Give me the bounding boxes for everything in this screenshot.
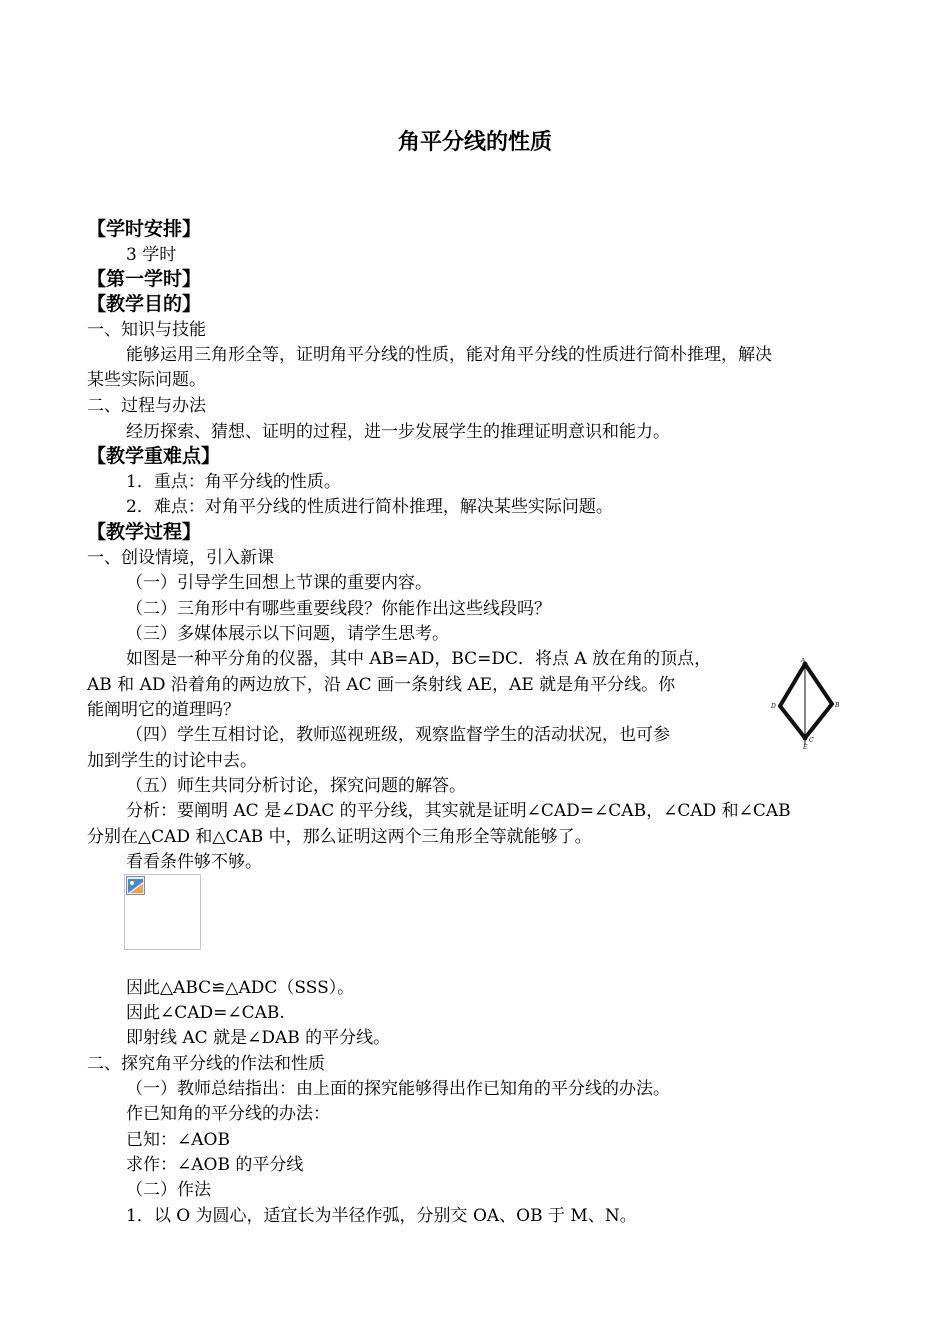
broken-image-placeholder [124,874,201,950]
heading-schedule: 【学时安排】 [87,218,202,240]
heading-goals: 【教学目的】 [87,293,202,315]
section-knowledge: 一、知识与技能 [87,320,206,340]
step-3: （三）多媒体展示以下问题，请学生思考。 [126,624,449,644]
conclusion-3: 即射线 AC 就是∠DAB 的平分线。 [126,1028,391,1048]
section-process: 二、过程与办法 [87,396,206,416]
construction-step-1: 1．以 O 为圆心，适宜长为半径作弧，分别交 OA、OB 于 M、N。 [126,1206,637,1226]
broken-image-icon [126,876,145,895]
section-intro: 一、创设情境，引入新课 [87,548,274,568]
analysis-line-1: 分析：要阐明 AC 是∠DAC 的平分线，其实就是证明∠CAD=∠CAB，∠CAD 和∠CAB [126,801,791,821]
question-line-1: 如图是一种平分角的仪器，其中 AB=AD，BC=DC．将点 A 放在角的顶点， [126,649,712,669]
figure-label-e: E [803,744,808,750]
paragraph-knowledge-2: 某些实际问题。 [87,370,206,390]
heading-first-period: 【第一学时】 [87,268,202,290]
figure-label-b: B [835,702,840,709]
section-explore: 二、探究角平分线的作法和性质 [87,1054,325,1074]
question-line-2: AB 和 AD 沿着角的两边放下，沿 AC 画一条射线 AE，AE 就是角平分线。你 [87,675,676,695]
required-text: 求作：∠AOB 的平分线 [126,1155,304,1175]
step-1: （一）引导学生回想上节课的重要内容。 [126,573,432,593]
figure-label-c: C [809,737,814,744]
conclusion-2: 因此∠CAD=∠CAB. [126,1003,285,1023]
page-title: 角平分线的性质 [397,130,552,155]
paragraph-knowledge-1: 能够运用三角形全等，证明角平分线的性质，能对角平分线的性质进行简朴推理，解决 [126,345,772,365]
explore-step-1: （一）教师总结指出：由上面的探究能够得出作已知角的平分线的办法。 [126,1079,670,1099]
construction-heading: （二）作法 [126,1180,211,1200]
given-text: 已知：∠AOB [126,1130,230,1150]
figure-label-d: D [771,703,776,710]
step-2: （二）三角形中有哪些重要线段？你能作出这些线段吗？ [126,599,551,619]
paragraph-process: 经历探索、猜想、证明的过程，进一步发展学生的推理证明意识和能力。 [126,422,670,442]
angle-bisector-instrument-figure [768,658,848,750]
question-line-3: 能阐明它的道理吗？ [87,700,240,720]
step-4-line-1: （四）学生互相讨论，教师巡视班级，观察监督学生的活动状况，也可参 [126,725,670,745]
key-point-2: 2．难点：对角平分线的性质进行简朴推理，解决某些实际问题。 [126,497,613,517]
heading-teaching-process: 【教学过程】 [87,521,202,543]
step-5: （五）师生共同分析讨论，探究问题的解答。 [126,776,466,796]
method-title: 作已知角的平分线的办法： [126,1104,330,1124]
conclusion-1: 因此△ABC≌△ADC（SSS）。 [126,978,355,998]
analysis-line-3: 看看条件够不够。 [126,852,262,872]
step-4-line-2: 加到学生的讨论中去。 [87,751,257,771]
schedule-text: 3 学时 [126,245,177,265]
key-point-1: 1．重点：角平分线的性质。 [126,472,341,492]
figure-label-a: A [801,658,806,664]
analysis-line-2: 分别在△CAD 和△CAB 中，那么证明这两个三角形全等就能够了。 [87,827,592,847]
heading-key-points: 【教学重难点】 [87,445,221,467]
